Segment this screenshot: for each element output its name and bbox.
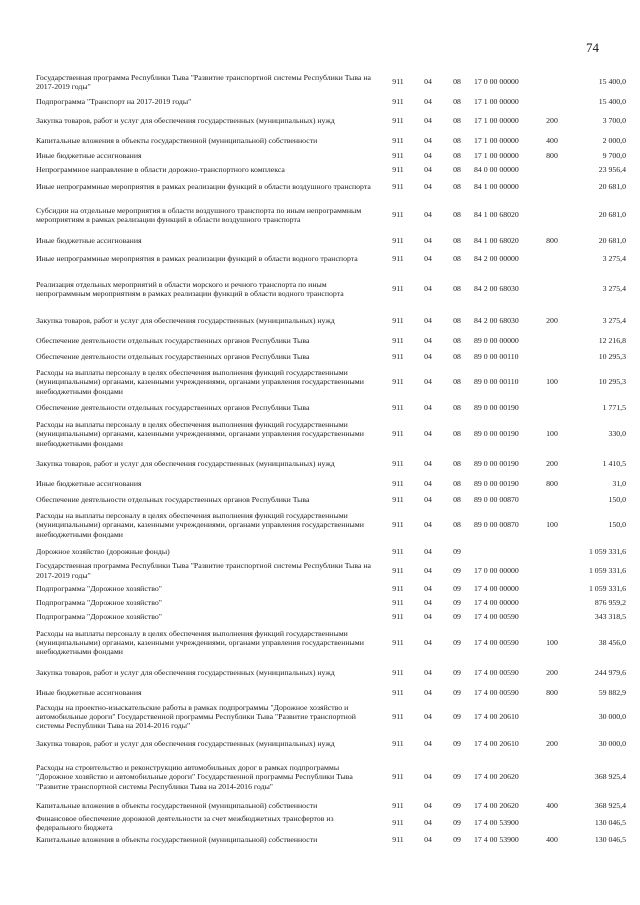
table-row [36,110,626,132]
cell-sum: 2 000,0 [602,135,626,145]
cell-csr: 89 0 00 00870 [474,520,519,530]
table-row [36,452,626,476]
cell-rz: 04 [424,182,432,192]
cell-pr: 08 [453,403,461,413]
cell-adm: 911 [392,284,404,294]
table-row [36,756,626,798]
cell-name: Капитальные вложения в объекты государственной (муниципальной) собственности [36,835,318,845]
cell-pr: 09 [453,565,461,575]
table-row [36,132,626,149]
cell-sum: 130 046,5 [594,818,626,828]
table-row [36,400,626,416]
cell-csr: 17 4 00 53900 [474,835,519,845]
cell-adm: 911 [392,818,404,828]
cell-rz: 04 [424,254,432,264]
cell-vr: 800 [546,479,558,489]
cell-adm: 911 [392,164,404,174]
cell-rz: 04 [424,583,432,593]
cell-adm: 911 [392,565,404,575]
cell-adm: 911 [392,597,404,607]
cell-sum: 38 456,0 [598,637,626,647]
cell-rz: 04 [424,284,432,294]
cell-name: Подпрограмма "Дорожное хозяйство" [36,597,162,607]
cell-rz: 04 [424,377,432,387]
table-row [36,685,626,701]
cell-pr: 09 [453,835,461,845]
cell-adm: 911 [392,77,404,87]
cell-vr: 100 [546,377,558,387]
table-row [36,476,626,492]
cell-name: Закупка товаров, работ и услуг для обеспечения государственных (муниципальных) нужд [36,116,335,126]
cell-name: Закупка товаров, работ и услуг для обеспечения государственных (муниципальных) нужд [36,459,335,469]
cell-adm: 911 [392,637,404,647]
cell-adm: 911 [392,772,404,782]
cell-rz: 04 [424,565,432,575]
cell-sum: 30 000,0 [598,711,626,721]
cell-name: Иные бюджетные ассигнования [36,150,142,160]
cell-rz: 04 [424,688,432,698]
cell-adm: 911 [392,254,404,264]
cell-pr: 08 [453,459,461,469]
cell-csr: 17 4 00 20610 [474,711,519,721]
cell-rz: 04 [424,772,432,782]
cell-adm: 911 [392,835,404,845]
table-row [36,507,626,543]
cell-sum: 244 979,6 [594,668,626,678]
cell-csr: 17 4 00 20620 [474,801,519,811]
cell-name: Закупка товаров, работ и услуг для обеспечения государственных (муниципальных) нужд [36,668,335,678]
cell-csr: 17 4 00 00590 [474,688,519,698]
cell-rz: 04 [424,351,432,361]
cell-rz: 04 [424,546,432,556]
cell-sum: 3 275,4 [602,284,626,294]
cell-adm: 911 [392,459,404,469]
cell-sum: 876 959,2 [594,597,626,607]
cell-sum: 3 700,0 [602,116,626,126]
cell-name: Закупка товаров, работ и услуг для обеспечения государственных (муниципальных) нужд [36,739,335,749]
cell-csr: 17 4 00 20610 [474,739,519,749]
cell-adm: 911 [392,429,404,439]
cell-rz: 04 [424,210,432,220]
cell-csr: 84 0 00 00000 [474,164,519,174]
cell-name: Иные бюджетные ассигнования [36,688,142,698]
table-row [36,364,626,400]
cell-adm: 911 [392,668,404,678]
cell-name: Иные бюджетные ассигнования [36,236,142,246]
cell-name: Подпрограмма "Дорожное хозяйство" [36,583,162,593]
cell-adm: 911 [392,182,404,192]
cell-csr: 89 0 00 00110 [474,377,519,387]
cell-csr: 17 4 00 00000 [474,597,519,607]
table-row [36,197,626,233]
cell-name: Расходы на проектно-изыскательские работы в рамках подпрограммы "Дорожное хозяйство и автомобильные дороги" Государственной программы Республики Тыва "Развитие транспортной системы Республики Тыва на 2014-2016 годы" [36,702,356,731]
cell-pr: 08 [453,254,461,264]
cell-csr: 89 0 00 00190 [474,459,519,469]
cell-csr: 84 2 00 00000 [474,254,519,264]
cell-name: Закупка товаров, работ и услуг для обеспечения государственных (муниципальных) нужд [36,316,335,326]
cell-csr: 84 1 00 68020 [474,236,519,246]
cell-sum: 31,0 [612,479,626,489]
cell-name: Расходы на строительство и реконструкцию автомобильных дорог в рамках подпрограммы "Дорожное хозяйство и автомобильные дороги" Государственной программы Республики Тыва "Развитие транспортной системы Республики Тыва на 2014-2016 годы" [36,763,353,791]
cell-name: Расходы на выплаты персоналу в целях обеспечения выполнения функций государственными (муниципальными) органами, казенными учреждениями, органами управления государственными внебюджетными фондами [36,368,364,396]
cell-pr: 09 [453,801,461,811]
cell-csr: 89 0 00 00000 [474,336,519,346]
cell-rz: 04 [424,668,432,678]
cell-vr: 100 [546,520,558,530]
table-row [36,162,626,177]
cell-pr: 08 [453,96,461,106]
cell-pr: 09 [453,688,461,698]
cell-sum: 23 956,4 [598,164,626,174]
cell-vr: 200 [546,668,558,678]
cell-csr: 89 0 00 00190 [474,429,519,439]
cell-vr: 100 [546,429,558,439]
cell-sum: 12 216,8 [598,336,626,346]
cell-vr: 800 [546,150,558,160]
cell-csr: 17 4 00 20620 [474,772,519,782]
cell-sum: 10 295,3 [598,351,626,361]
cell-csr: 17 4 00 00590 [474,611,519,621]
cell-pr: 08 [453,210,461,220]
cell-sum: 1 410,5 [602,459,626,469]
cell-sum: 15 400,0 [598,77,626,87]
cell-pr: 08 [453,316,461,326]
cell-vr: 400 [546,801,558,811]
cell-pr: 08 [453,494,461,504]
cell-name: Расходы на выплаты персоналу в целях обеспечения выполнения функций государственными (муниципальными) органами, казенными учреждениями, органами управления государственными внебюджетными фондами [36,628,364,657]
cell-vr: 100 [546,637,558,647]
cell-adm: 911 [392,494,404,504]
cell-pr: 08 [453,150,461,160]
table-row [36,609,626,624]
table-row [36,560,626,581]
cell-adm: 911 [392,336,404,346]
cell-rz: 04 [424,801,432,811]
table-row [36,624,626,661]
cell-sum: 15 400,0 [598,96,626,106]
cell-csr: 17 0 00 00000 [474,565,519,575]
cell-pr: 08 [453,377,461,387]
cell-sum: 130 046,5 [594,835,626,845]
cell-adm: 911 [392,801,404,811]
cell-name: Подпрограмма "Транспорт на 2017-2019 годы" [36,96,192,106]
cell-name: Реализация отдельных мероприятий в области морского и речного транспорта по иным непрограммным мероприятиям в рамках реализации функций в области водного транспорта [36,279,344,298]
cell-pr: 08 [453,77,461,87]
cell-pr: 09 [453,772,461,782]
cell-vr: 200 [546,316,558,326]
cell-pr: 09 [453,546,461,556]
table-row [36,832,626,848]
table-row [36,333,626,349]
cell-name: Субсидии на отдельные мероприятия в области воздушного транспорта по иным непрограммным мероприятиям в рамках реализации функций в области воздушного транспорта [36,205,362,224]
cell-name: Обеспечение деятельности отдельных государственных органов Республики Тыва [36,336,310,346]
cell-csr: 89 0 00 00190 [474,403,519,413]
cell-vr: 200 [546,116,558,126]
cell-csr: 89 0 00 00870 [474,494,519,504]
cell-pr: 08 [453,236,461,246]
cell-rz: 04 [424,116,432,126]
cell-name: Дорожное хозяйство (дорожные фонды) [36,546,170,556]
cell-csr: 17 1 00 00000 [474,96,519,106]
cell-name: Обеспечение деятельности отдельных государственных органов Республики Тыва [36,494,310,504]
table-row [36,661,626,685]
cell-csr: 17 1 00 00000 [474,135,519,145]
cell-sum: 3 275,4 [602,254,626,264]
cell-rz: 04 [424,164,432,174]
table-row [36,269,626,309]
table-row [36,416,626,452]
cell-vr: 800 [546,236,558,246]
cell-adm: 911 [392,403,404,413]
table-row [36,543,626,560]
cell-sum: 150,0 [608,520,626,530]
cell-name: Подпрограмма "Дорожное хозяйство" [36,611,162,621]
cell-name: Расходы на выплаты персоналу в целях обеспечения выполнения функций государственными (муниципальными) органами, казенными учреждениями, органами управления государственными внебюджетными фондами [36,420,364,448]
cell-name: Финансовое обеспечение дорожной деятельности за счет межбюджетных трансфертов из федерального бюджета [36,813,334,832]
table-row [36,701,626,732]
cell-sum: 20 681,0 [598,236,626,246]
cell-adm: 911 [392,583,404,593]
cell-pr: 08 [453,336,461,346]
cell-sum: 10 295,3 [598,377,626,387]
cell-sum: 9 700,0 [602,150,626,160]
cell-pr: 08 [453,351,461,361]
table-row [36,581,626,596]
table-row [36,814,626,832]
cell-pr: 08 [453,116,461,126]
cell-rz: 04 [424,135,432,145]
cell-sum: 1 059 331,6 [588,546,626,556]
cell-rz: 04 [424,316,432,326]
cell-rz: 04 [424,459,432,469]
cell-rz: 04 [424,611,432,621]
cell-name: Капитальные вложения в объекты государственной (муниципальной) собственности [36,135,318,145]
cell-sum: 20 681,0 [598,210,626,220]
cell-name: Государственная программа Республики Тыва "Развитие транспортной системы Республики Тыва на 2017-2019 годы" [36,72,371,91]
cell-rz: 04 [424,479,432,489]
table-row [36,93,626,110]
cell-name: Обеспечение деятельности отдельных государственных органов Республики Тыва [36,351,310,361]
cell-rz: 04 [424,637,432,647]
cell-rz: 04 [424,336,432,346]
table-row [36,149,626,162]
cell-pr: 08 [453,520,461,530]
budget-table [36,71,626,848]
cell-csr: 84 2 00 68030 [474,316,519,326]
cell-name: Капитальные вложения в объекты государственной (муниципальной) собственности [36,801,318,811]
cell-rz: 04 [424,236,432,246]
cell-sum: 1 059 331,6 [588,583,626,593]
cell-adm: 911 [392,150,404,160]
cell-sum: 368 925,4 [594,801,626,811]
table-row [36,71,626,93]
cell-sum: 30 000,0 [598,739,626,749]
table-row [36,177,626,197]
cell-sum: 330,0 [608,429,626,439]
cell-pr: 08 [453,429,461,439]
cell-csr: 17 4 00 00000 [474,583,519,593]
cell-csr: 17 1 00 00000 [474,150,519,160]
cell-vr: 400 [546,135,558,145]
cell-adm: 911 [392,135,404,145]
cell-rz: 04 [424,711,432,721]
cell-adm: 911 [392,116,404,126]
cell-adm: 911 [392,96,404,106]
table-row [36,233,626,249]
cell-adm: 911 [392,377,404,387]
cell-sum: 368 925,4 [594,772,626,782]
cell-vr: 800 [546,688,558,698]
cell-csr: 17 1 00 00000 [474,116,519,126]
cell-adm: 911 [392,711,404,721]
cell-rz: 04 [424,77,432,87]
cell-adm: 911 [392,210,404,220]
cell-name: Иные бюджетные ассигнования [36,479,142,489]
cell-csr: 17 0 00 00000 [474,77,519,87]
table-row [36,732,626,756]
cell-rz: 04 [424,835,432,845]
cell-rz: 04 [424,429,432,439]
cell-rz: 04 [424,494,432,504]
cell-name: Непрограммное направление в области дорожно-транспортного комплекса [36,164,285,174]
cell-rz: 04 [424,520,432,530]
cell-name: Иные непрограммные мероприятия в рамках реализации функций в области воздушного транспорта [36,182,371,192]
page-number: 74 [586,40,599,55]
cell-pr: 08 [453,135,461,145]
cell-pr: 09 [453,668,461,678]
cell-csr: 84 1 00 68020 [474,210,519,220]
cell-name: Расходы на выплаты персоналу в целях обеспечения выполнения функций государственными (муниципальными) органами, казенными учреждениями, органами управления государственными внебюджетными фондами [36,511,364,539]
cell-csr: 17 4 00 00590 [474,637,519,647]
table-row [36,596,626,609]
cell-name: Обеспечение деятельности отдельных государственных органов Республики Тыва [36,403,310,413]
cell-rz: 04 [424,597,432,607]
cell-csr: 17 4 00 53900 [474,818,519,828]
cell-pr: 09 [453,739,461,749]
table-row [36,349,626,364]
cell-pr: 09 [453,711,461,721]
cell-csr: 89 0 00 00110 [474,351,519,361]
cell-pr: 09 [453,637,461,647]
table-row [36,798,626,814]
cell-rz: 04 [424,818,432,828]
cell-adm: 911 [392,611,404,621]
cell-sum: 1 059 331,6 [588,565,626,575]
cell-sum: 343 318,5 [594,611,626,621]
cell-vr: 200 [546,459,558,469]
cell-adm: 911 [392,236,404,246]
cell-sum: 150,0 [608,494,626,504]
cell-pr: 08 [453,284,461,294]
cell-rz: 04 [424,150,432,160]
cell-pr: 09 [453,818,461,828]
cell-adm: 911 [392,739,404,749]
cell-pr: 09 [453,583,461,593]
cell-rz: 04 [424,403,432,413]
cell-pr: 09 [453,611,461,621]
table-row [36,492,626,507]
cell-pr: 09 [453,597,461,607]
cell-pr: 08 [453,164,461,174]
cell-csr: 84 2 00 68030 [474,284,519,294]
cell-vr: 200 [546,739,558,749]
cell-adm: 911 [392,520,404,530]
cell-pr: 08 [453,479,461,489]
table-row [36,249,626,269]
cell-rz: 04 [424,96,432,106]
cell-vr: 400 [546,835,558,845]
cell-csr: 84 1 00 00000 [474,182,519,192]
cell-csr: 89 0 00 00190 [474,479,519,489]
cell-adm: 911 [392,316,404,326]
cell-sum: 1 771,5 [602,403,626,413]
cell-name: Иные непрограммные мероприятия в рамках реализации функций в области водного транспорта [36,254,358,264]
cell-sum: 3 275,4 [602,316,626,326]
cell-adm: 911 [392,546,404,556]
cell-adm: 911 [392,688,404,698]
cell-sum: 20 681,0 [598,182,626,192]
cell-name: Государственная программа Республики Тыва "Развитие транспортной системы Республики Тыва на 2017-2019 годы" [36,561,371,580]
cell-adm: 911 [392,479,404,489]
cell-csr: 17 4 00 00590 [474,668,519,678]
cell-adm: 911 [392,351,404,361]
cell-pr: 08 [453,182,461,192]
cell-rz: 04 [424,739,432,749]
cell-sum: 59 882,9 [598,688,626,698]
table-row [36,309,626,333]
